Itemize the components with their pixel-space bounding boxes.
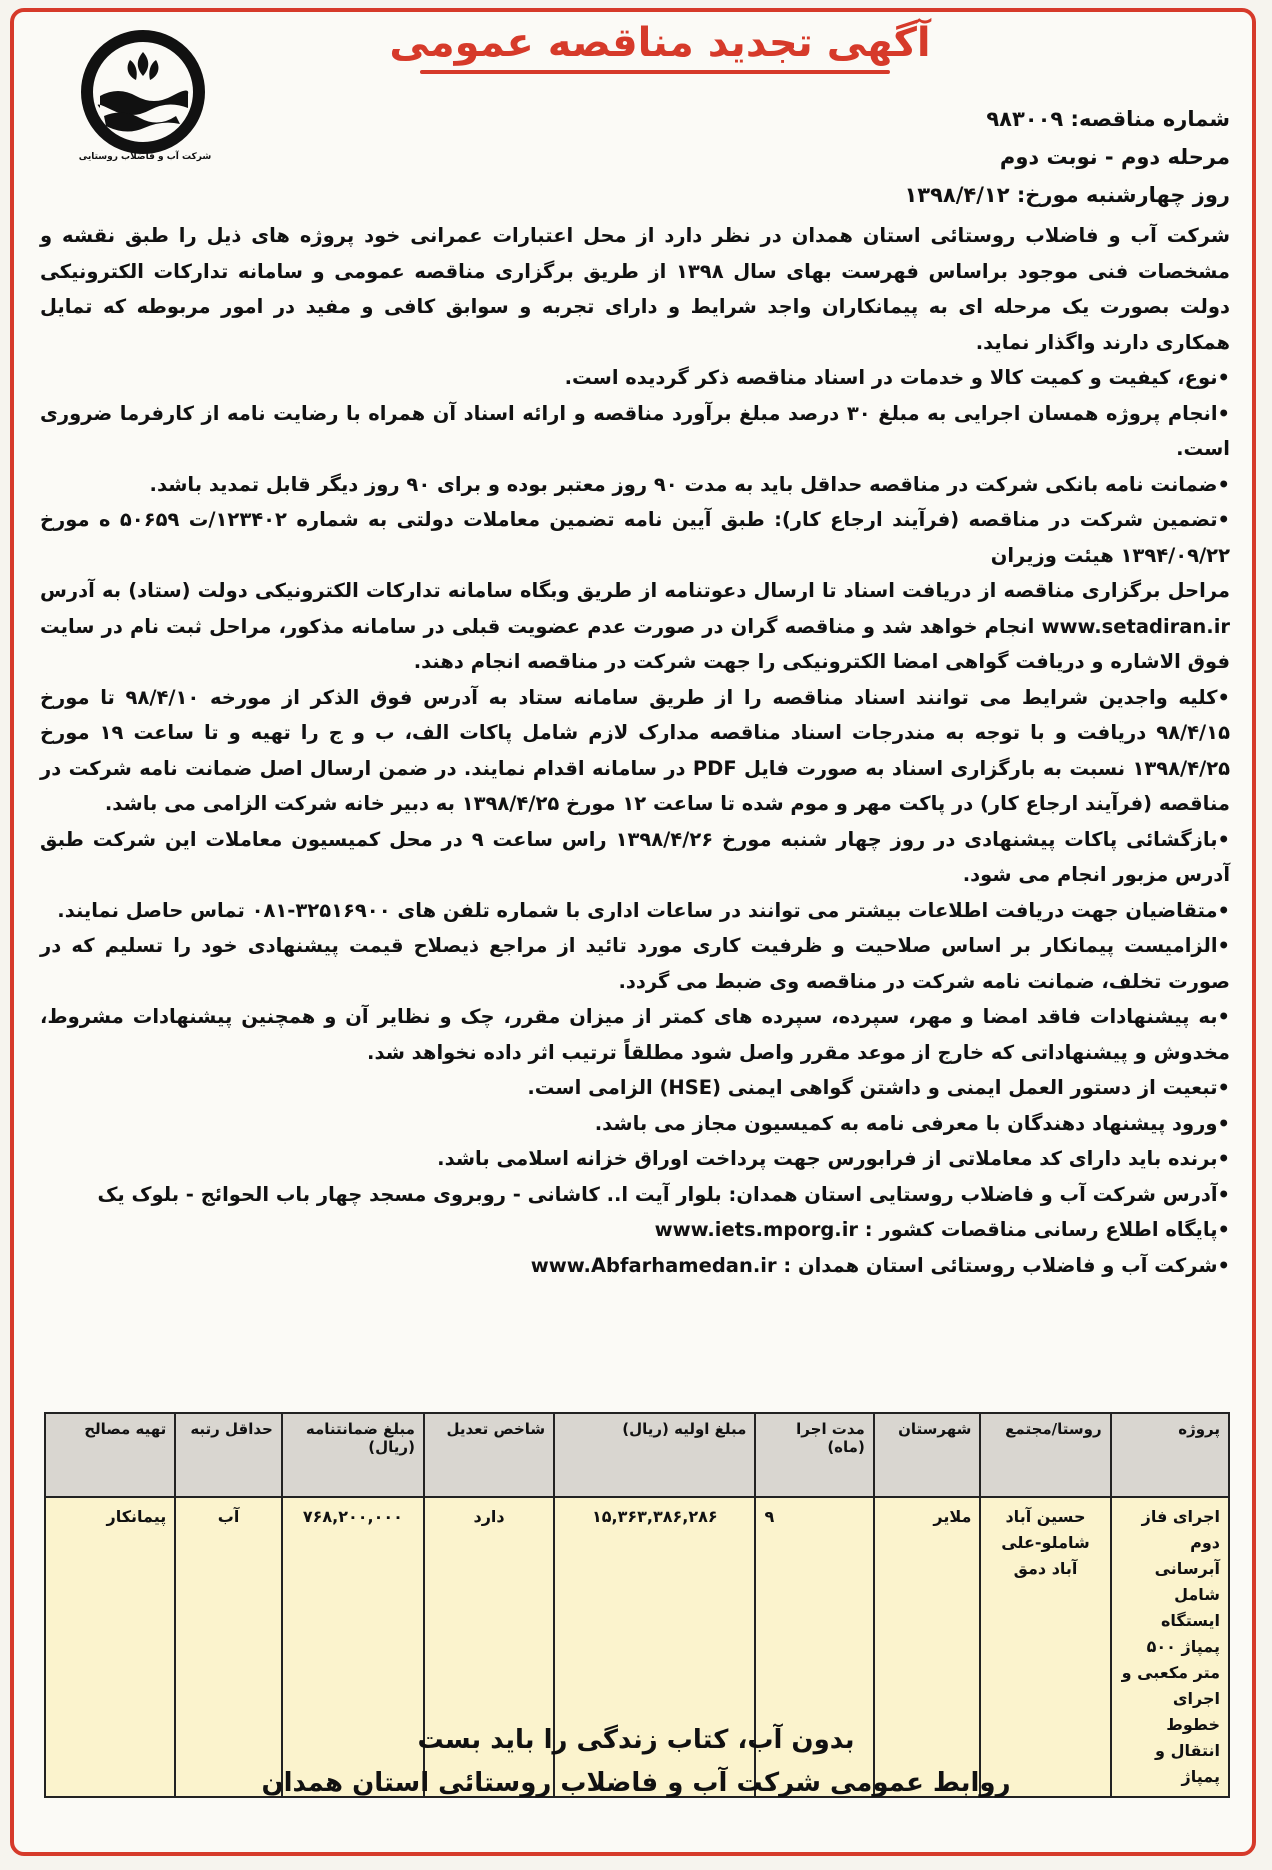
- col-materials: تهیه مصالح: [45, 1413, 175, 1497]
- cell-guarantee-amount: ۷۶۸,۲۰۰,۰۰۰: [282, 1497, 424, 1797]
- page-title: آگهی تجدید مناقصه عمومی: [389, 20, 931, 66]
- tender-stage: مرحله دوم - نوبت دوم: [999, 145, 1230, 169]
- company-logo-icon: [78, 24, 208, 164]
- cell-village: حسین آباد شاملو-علی آباد دمق: [980, 1497, 1110, 1797]
- cell-duration: ۹: [755, 1497, 873, 1797]
- col-county: شهرستان: [874, 1413, 981, 1497]
- cell-initial-amount: ۱۵,۳۶۳,۳۸۶,۲۸۶: [554, 1497, 755, 1797]
- footer-slogan: بدون آب، کتاب زندگی را باید بست: [417, 1725, 855, 1755]
- tender-header: [330, 100, 1230, 214]
- clause-qualification: •الزامیست پیمانکار بر اساس صلاحیت و ظرفیت کاری مورد تائید از مراجع ذیصلاح قیمت پیشنهادی خود را تسلیم که در صورت تخلف، ضمانت نامه شرکت در مناقصه وی ضبط می گردد.: [40, 934, 1230, 993]
- clause-hse: •تبعیت از دستور العمل ایمنی و داشتن گواهی ایمنی (HSE) الزامی است.: [527, 1076, 1230, 1099]
- footer-signature: روابط عمومی شرکت آب و فاضلاب روستائی استان همدان: [261, 1768, 1011, 1798]
- cell-adjustment-index: دارد: [424, 1497, 554, 1797]
- col-village: روستا/مجتمع: [980, 1413, 1110, 1497]
- clause-company-site: •شرکت آب و فاضلاب روستائی استان همدان : www.Abfarhamedan.ir: [530, 1253, 1230, 1277]
- clause-attendance: •ورود پیشنهاد دهندگان با معرفی نامه به کمیسیون مجاز می باشد.: [594, 1111, 1230, 1135]
- tender-number: شماره مناقصه: ۹۸۳۰۰۹: [986, 107, 1230, 131]
- clause-documents: •کلیه واجدین شرایط می توانند اسناد مناقصه را از طریق سامانه ستاد به آدرس فوق الذکر از مورخه ۹۸/۴/۱۰ تا مورخ ۹۸/۴/۱۵ دریافت و با توجه به مندرجات اسناد مناقصه مدارک لازم شامل پاکات الف، ب و ج را تهیه و تا ساعت ۱۹ مورخ ۱۳۹۸/۴/۲۵ نسبت به بارگزاری اسناد به صورت فایل PDF در سامانه اقدام نمایند. در ضمن ارسال اصل ضمانت نامه شرکت در مناقصه (فرآیند ارجاع کار) در پاکت مهر و موم شده تا ساعت ۱۲ مورخ ۱۳۹۸/۴/۲۵ به دبیر خانه شرکت الزامی می باشد.: [40, 685, 1230, 815]
- tender-date: روز چهارشنبه مورخ: ۱۳۹۸/۴/۱۲: [904, 183, 1230, 207]
- intro-paragraph: شرکت آب و فاضلاب روستائی استان همدان در نظر دارد از محل اعتبارات عمرانی خود پروژه های ذیل را طبق نقشه و مشخصات فنی موجود براساس فهرست بهای سال ۱۳۹۸ از طریق برگزاری مناقصه عمومی و سامانه تدارکات الکترونیکی دولت بصورت یک مرحله ای به پیمانکاران واجد شرایط و دارای تجربه و سوابق کافی و مفید در امور مربوطه که تمایل همکاری دارند واگذار نماید.: [40, 224, 1230, 354]
- title-underline: [420, 70, 890, 74]
- clause-bank-guarantee: •ضمانت نامه بانکی شرکت در مناقصه حداقل باید به مدت ۹۰ روز معتبر بوده و برای ۹۰ روز دیگر قابل تمدید باشد.: [149, 472, 1230, 496]
- table-header-row: [45, 1413, 1229, 1497]
- clause-address: •آدرس شرکت آب و فاضلاب روستایی استان همدان: بلوار آیت ا.. کاشانی - روبروی مسجد چهار باب الحوائج - بلوک یک: [97, 1182, 1230, 1206]
- col-duration: مدت اجرا (ماه): [755, 1413, 873, 1497]
- cell-county: ملایر: [874, 1497, 981, 1797]
- clause-process: مراحل برگزاری مناقصه از دریافت اسناد تا ارسال دعوتنامه از طریق وبگاه سامانه تدارکات الکترونیکی دولت (ستاد) به آدرس www.setadiran.ir انجام خواهد شد و مناقصه گران در صورت عدم عضویت قبلی در سامانه مذکور، مراحل ثبت نام در سایت فوق الاشاره و دریافت گواهی امضا الکترونیکی را جهت شرکت در مناقصه انجام دهند.: [40, 579, 1230, 673]
- col-guarantee-amount: مبلغ ضمانتنامه (ریال): [282, 1413, 424, 1497]
- clause-contact: •متقاضیان جهت دریافت اطلاعات بیشتر می توانند در ساعات اداری با شماره تلفن های ۳۲۵۱۶۹۰۰-۰۸۱ تماس حاصل نمایند.: [57, 898, 1230, 922]
- clause-similar-project: •انجام پروژه همسان اجرایی به مبلغ ۳۰ درصد مبلغ برآورد مناقصه و ارائه اسناد آن همراه با رضایت نامه از کارفرما ضروری است.: [40, 401, 1230, 460]
- clause-tender-guarantee: •تضمین شرکت در مناقصه (فرآیند ارجاع کار): طبق آیین نامه تضمین معاملات دولتی به شماره ۱۲۳۴۰۲/ت ۵۰۶۵۹ ه مورخ ۱۳۹۴/۰۹/۲۲ هیئت وزیران: [40, 508, 1230, 567]
- clause-opening: •بازگشائی پاکات پیشنهادی در روز چهار شنبه مورخ ۱۳۹۸/۴/۲۶ راس ساعت ۹ در محل کمیسیون معاملات این شرکت طبق آدرس مزبور انجام می شود.: [40, 827, 1230, 886]
- cell-project: اجرای فاز دوم آبرسانی شامل ایستگاه پمپاژ ۵۰۰ متر مکعبی و اجرای خطوط انتقال و پمپاژ: [1111, 1497, 1229, 1797]
- clause-quality: •نوع، کیفیت و کمیت کالا و خدمات در اسناد مناقصه ذکر گردیده است.: [564, 366, 1230, 389]
- clause-iets-site: •پایگاه اطلاع رسانی مناقصات کشور : www.iets.mporg.ir: [654, 1218, 1230, 1241]
- cell-min-rank: آب: [175, 1497, 282, 1797]
- cell-materials: پیمانکار: [45, 1497, 175, 1797]
- announcement-body: [40, 218, 1230, 1283]
- clause-farabourse: •برنده باید دارای کد معاملاتی از فرابورس جهت پرداخت اوراق خزانه اسلامی باشد.: [437, 1147, 1230, 1170]
- col-min-rank: حداقل رتبه: [175, 1413, 282, 1497]
- col-project: پروژه: [1111, 1413, 1229, 1497]
- clause-invalid-bids: •به پیشنهادات فاقد امضا و مهر، سپرده، سپرده های کمتر از میزان مقرر، چک و نظایر آن و همچنین پیشنهادات مشروط، مخدوش و پیشنهاداتی که خارج از موعد مقرر واصل شود مطلقاً ترتیب اثر داده نخواهد شد.: [40, 1005, 1230, 1064]
- col-initial-amount: مبلغ اولیه (ریال): [554, 1413, 755, 1497]
- col-adjustment-index: شاخص تعدیل: [424, 1413, 554, 1497]
- logo-caption: شرکت آب و فاضلاب روستایی: [78, 152, 212, 162]
